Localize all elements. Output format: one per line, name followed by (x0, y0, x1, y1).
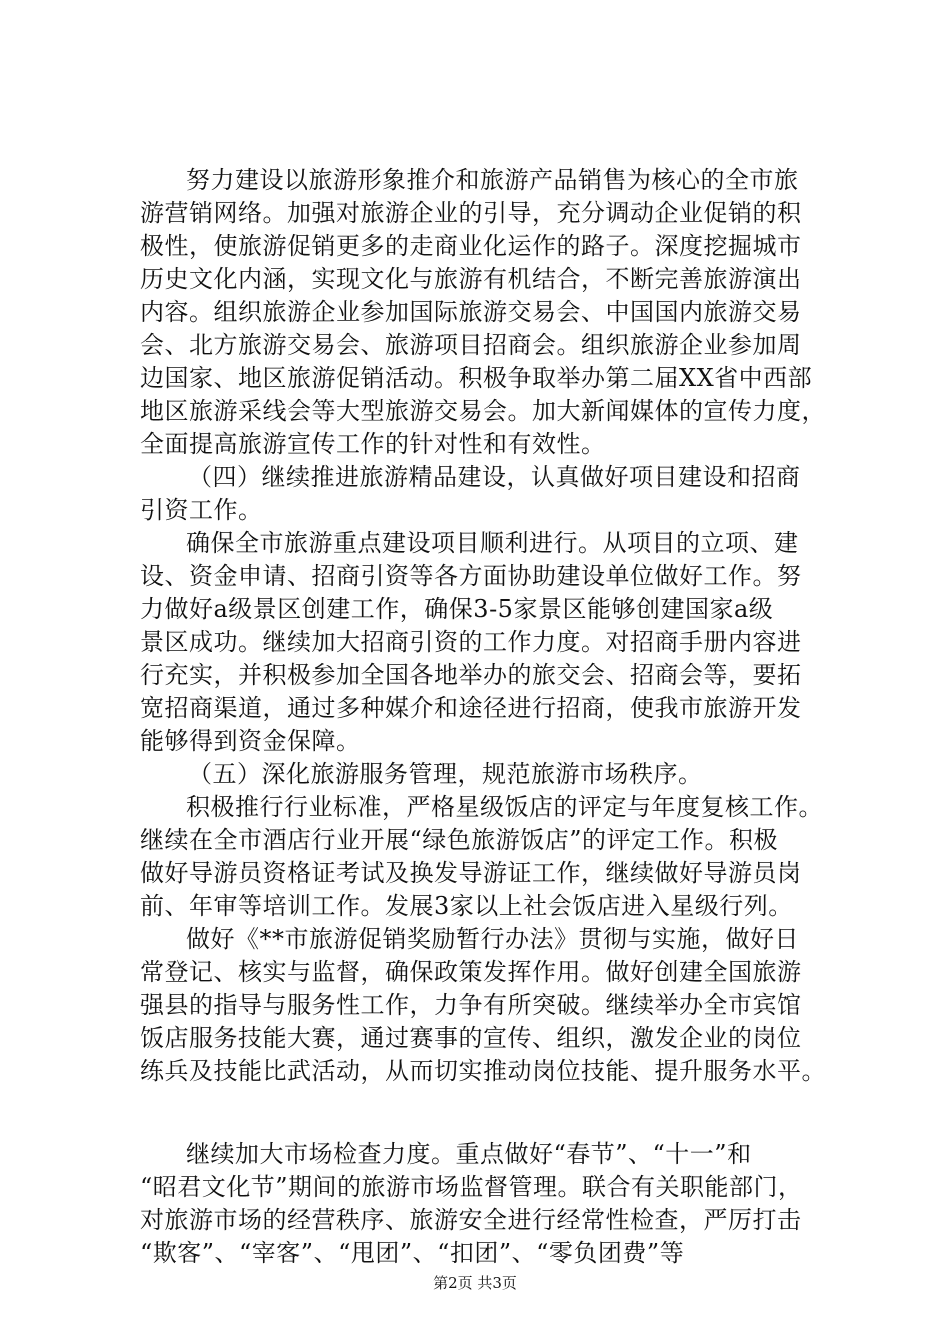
paragraph-line: 常登记、核实与监督，确保政策发挥作用。做好创建全国旅游 (140, 958, 802, 986)
section-heading-4-cont: 引资工作。 (140, 496, 263, 524)
paragraph-line: 内容。组织旅游企业参加国际旅游交易会、中国国内旅游交易 (140, 298, 802, 326)
paragraph-line: 积极推行行业标准，严格星级饭店的评定与年度复核工作。 (186, 793, 823, 821)
paragraph-line: 做好导游员资格证考试及换发导游证工作，继续做好导游员岗 (140, 859, 802, 887)
paragraph-line: 行充实，并积极参加全国各地举办的旅交会、招商会等，要拓 (140, 661, 802, 689)
paragraph-line: “欺客”、“宰客”、“甩团”、“扣团”、“零负团费”等 (140, 1239, 685, 1267)
paragraph-line: 前、年审等培训工作。发展3家以上社会饭店进入星级行列。 (140, 892, 793, 920)
paragraph-line: 强县的指导与服务性工作，力争有所突破。继续举办全市宾馆 (140, 991, 802, 1019)
paragraph-line: “昭君文化节”期间的旅游市场监督管理。联合有关职能部门， (140, 1173, 803, 1201)
paragraph-line: 景区成功。继续加大招商引资的工作力度。对招商手册内容进 (140, 628, 802, 656)
paragraph-line: 练兵及技能比武活动，从而切实推动岗位技能、提升服务水平。 (140, 1057, 826, 1085)
section-heading-5: （五）深化旅游服务管理，规范旅游市场秩序。 (188, 760, 703, 788)
paragraph-line: 继续加大市场检查力度。重点做好“春节”、“十一”和 (186, 1140, 752, 1168)
paragraph-line: 对旅游市场的经营秩序、旅游安全进行经常性检查，严厉打击 (140, 1206, 802, 1234)
paragraph-line: 饭店服务技能大赛，通过赛事的宣传、组织，激发企业的岗位 (140, 1024, 802, 1052)
paragraph-line: 极性，使旅游促销更多的走商业化运作的路子。深度挖掘城市 (140, 232, 802, 260)
paragraph-line: 全面提高旅游宣传工作的针对性和有效性。 (140, 430, 606, 458)
paragraph-line: 努力建设以旅游形象推介和旅游产品销售为核心的全市旅 (186, 166, 799, 194)
paragraph-line: 游营销网络。加强对旅游企业的引导，充分调动企业促销的积 (140, 199, 802, 227)
paragraph-line: 会、北方旅游交易会、旅游项目招商会。组织旅游企业参加周 (140, 331, 802, 359)
paragraph-line: 地区旅游采线会等大型旅游交易会。加大新闻媒体的宣传力度， (140, 397, 826, 425)
paragraph-line: 做好《**市旅游促销奖励暂行办法》贯彻与实施，做好日 (186, 925, 799, 953)
section-heading-4: （四）继续推进旅游精品建设，认真做好项目建设和招商 (188, 463, 801, 491)
paragraph-line: 确保全市旅游重点建设项目顺利进行。从项目的立项、建 (186, 529, 799, 557)
document-body (140, 164, 840, 1270)
page-footer: 第2页 共3页 (433, 1274, 517, 1292)
paragraph-line: 宽招商渠道，通过多种媒介和途径进行招商，使我市旅游开发 (140, 694, 802, 722)
paragraph-line: 力做好a级景区创建工作，确保3-5家景区能够创建国家a级 (140, 595, 774, 623)
paragraph-line: 设、资金申请、招商引资等各方面协助建设单位做好工作。努 (140, 562, 802, 590)
paragraph-line: 继续在全市酒店行业开展“绿色旅游饭店”的评定工作。积极 (140, 826, 779, 854)
paragraph-line: 历史文化内涵，实现文化与旅游有机结合，不断完善旅游演出 (140, 265, 802, 293)
paragraph-gap (140, 1088, 840, 1138)
paragraph-line: 能够得到资金保障。 (140, 727, 361, 755)
paragraph-line: 边国家、地区旅游促销活动。积极争取举办第二届XX省中西部 (140, 364, 813, 392)
